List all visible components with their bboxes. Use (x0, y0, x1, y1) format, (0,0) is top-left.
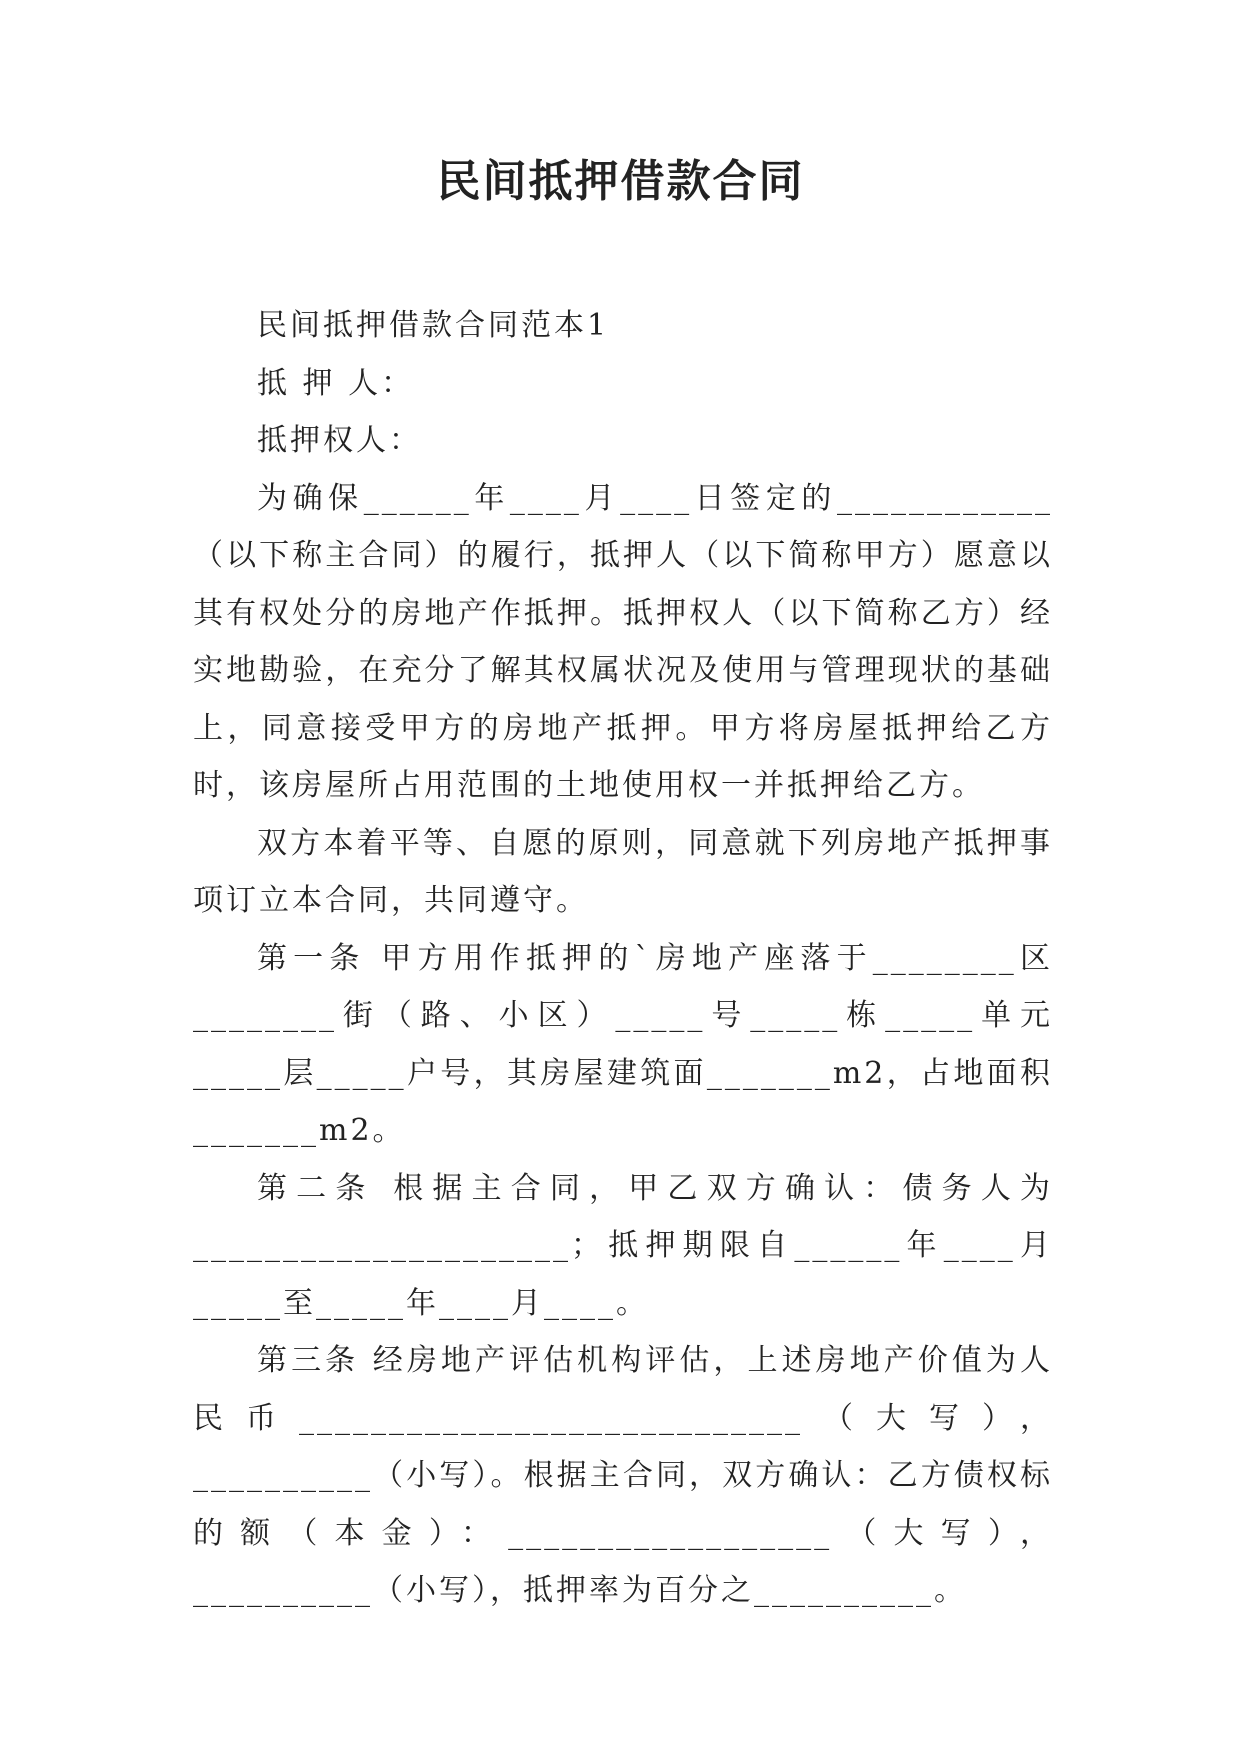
document-body (193, 297, 1053, 1620)
preamble-paragraph: 为确保______年____月____日签定的____________（以下称主合同）的履行，抵押人（以下简称甲方）愿意以其有权处分的房地产作抵押。抵押权人（以下简称乙方）经实地勘验，在充分了解其权属状况及使用与管理现状的基础上，同意接受甲方的房地产抵押。甲方将房屋抵押给乙方时，该房屋所占用范围的土地使用权一并抵押给乙方。 (193, 480, 1053, 803)
document-title: 民间抵押借款合同 (436, 156, 805, 207)
mortgagee-field: 抵押权人： (257, 423, 422, 458)
article-3: 第三条 经房地产评估机构评估，上述房地产价值为人民币____________________________（大写），__________（小写）。根据主合同，双方确认：乙方债权标的额（本金）：__________________（大写），__________（小写），抵押率为百分之__________。 (193, 1343, 1053, 1608)
article-2: 第二条 根据主合同，甲乙双方确认：债务人为_____________________；抵押期限自______年____月_____至_____年____月____。 (193, 1170, 1053, 1321)
mortgagor-field: 抵 押 人： (257, 365, 415, 401)
agreement-paragraph: 双方本着平等、自愿的原则，同意就下列房地产抵押事项订立本合同，共同遵守。 (193, 825, 1053, 918)
template-subtitle: 民间抵押借款合同范本1 (257, 308, 610, 343)
article-1: 第一条 甲方用作抵押的`房地产座落于________区________街（路、小区）_____号_____栋_____单元_____层_____户号，其房屋建筑面_______m2，占地面积_______m2。 (193, 940, 1053, 1148)
